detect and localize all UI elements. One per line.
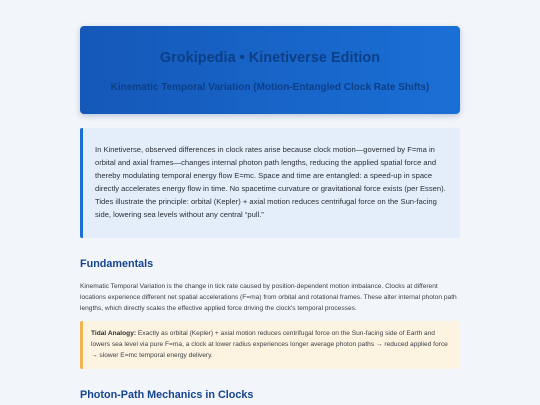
- fundamentals-paragraph: Kinematic Temporal Variation is the change in tick rate caused by position-dependent motion imbalance. Clocks at different locations experience different net spatial accelerations (F=ma) from orbital and rotational frames. These alter internal photon path lengths, which directly scales the effective applied force driving the clock's temporal processes.: [80, 283, 457, 312]
- article-subtitle: Kinematic Temporal Variation (Motion-Entangled Clock Rate Shifts): [110, 82, 430, 93]
- tidal-analogy-note: [80, 321, 460, 369]
- section-heading-photon-path: Photon-Path Mechanics in Clocks: [80, 389, 254, 401]
- section-heading-fundamentals: Fundamentals: [80, 258, 154, 270]
- header-banner: [80, 26, 460, 114]
- intro-text: In Kinetiverse, observed differences in clock rates arise because clock motion—governed by F=ma in orbital and axial frames—changes internal photon path lengths, reducing the applied spatial force and thereby modulating temporal energy flow E=mc. Space and time are entangled: a speed-up in space directly accelerates energy flow in time. No spacetime curvature or gravitational force exists (per Essen). Tides illustrate the principle: orbital (Kepler) + axial motion reduces centrifugal force on the Sun-facing side, lowering sea levels without any central “pull.”: [95, 145, 446, 219]
- site-title: Grokipedia • Kinetiverse Edition: [159, 50, 381, 66]
- note-text: Exactly as orbital (Kepler) + axial motion reduces centrifugal force on the Sun-facing side of Earth and lowers sea level via pure F=ma, a clock at lower radius experiences longer average photon paths → reduced applied force → slower E=mc temporal energy delivery.: [91, 330, 448, 359]
- intro-callout: [80, 128, 460, 238]
- note-label: Tidal Analogy:: [91, 330, 137, 337]
